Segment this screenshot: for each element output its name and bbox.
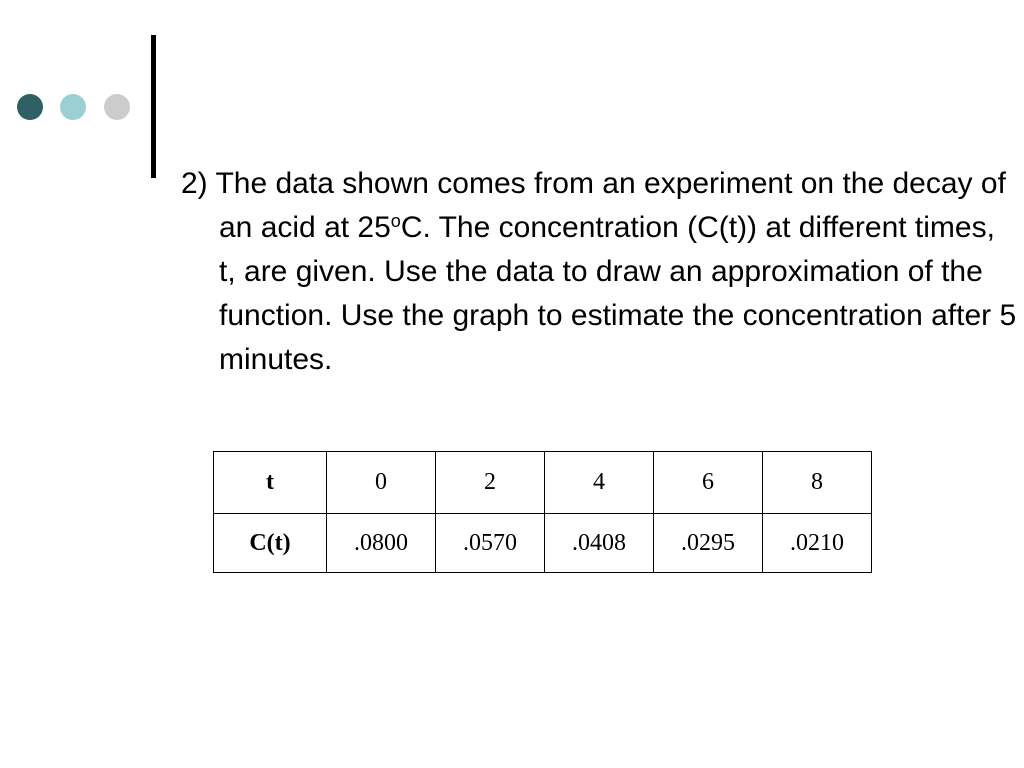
concentration-cell: .0295 (654, 514, 763, 573)
time-cell: 2 (436, 452, 545, 514)
problem-text-start: 2) The data shown comes from an experiment on the decay of an acid at 25 (181, 167, 1006, 244)
time-cell: 4 (545, 452, 654, 514)
time-header: t (214, 452, 327, 514)
concentration-cell: .0570 (436, 514, 545, 573)
time-cell: 6 (654, 452, 763, 514)
title-divider (151, 35, 156, 178)
time-row (214, 452, 872, 514)
concentration-cell: .0800 (327, 514, 436, 573)
concentration-row (214, 514, 872, 573)
degree-superscript: o (390, 211, 401, 231)
time-cell: 0 (327, 452, 436, 514)
concentration-cell: .0408 (545, 514, 654, 573)
concentration-cell: .0210 (763, 514, 872, 573)
decor-dot-gray (104, 94, 130, 120)
concentration-table (213, 451, 872, 573)
problem-text-end: C. The concentration (C(t)) at different times, t, are given. Use the data to draw an approximation of the function. Use the graph to estimate the concentration after 5 minutes. (219, 211, 1017, 376)
time-cell: 8 (763, 452, 872, 514)
problem-text (181, 162, 1019, 382)
concentration-header: C(t) (214, 514, 327, 573)
decor-dot-dark (17, 94, 43, 120)
decor-dot-light (60, 94, 86, 120)
